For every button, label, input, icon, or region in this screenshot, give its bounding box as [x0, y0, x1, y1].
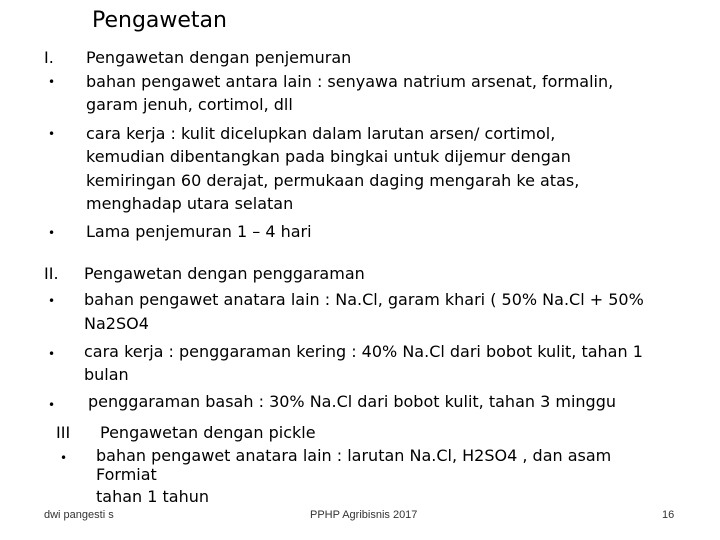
section-marker: III [56, 423, 71, 442]
list-item-line: bahan pengawet anatara lain : Na.Cl, garam khari ( 50% Na.Cl + 50% [84, 290, 644, 309]
list-item-line: Na2SO4 [84, 314, 149, 333]
list-item-line: garam jenuh, cortimol, dll [86, 95, 293, 114]
list-item-line: bulan [84, 365, 129, 384]
bullet-icon: • [60, 451, 68, 465]
bullet-icon: • [48, 226, 56, 240]
section-heading: Pengawetan dengan penjemuran [86, 48, 352, 67]
list-item-line: tahan 1 tahun [96, 487, 210, 506]
slide-title: Pengawetan [92, 8, 227, 33]
list-item-line: menghadap utara selatan [86, 194, 294, 213]
section-marker: I. [44, 48, 54, 67]
section-heading: Pengawetan dengan penggaraman [84, 264, 365, 283]
list-item-line: penggaraman basah : 30% Na.Cl dari bobot kulit, tahan 3 minggu [88, 392, 616, 411]
list-item-line: bahan pengawet antara lain : senyawa natrium arsenat, formalin, [86, 72, 614, 91]
list-item-line: Lama penjemuran 1 – 4 hari [86, 222, 312, 241]
list-item-line: cara kerja : penggaraman kering : 40% Na.Cl dari bobot kulit, tahan 1 [84, 342, 643, 361]
list-item-line: kemudian dibentangkan pada bingkai untuk dijemur dengan [86, 147, 571, 166]
bullet-icon: • [48, 75, 56, 89]
footer-page-number: 16 [662, 509, 675, 521]
bullet-icon: • [48, 127, 56, 141]
list-item-line: kemiringan 60 derajat, permukaan daging mengarah ke atas, [86, 171, 580, 190]
footer-author: dwi pangesti s [44, 509, 114, 521]
list-item-line: cara kerja : kulit dicelupkan dalam larutan arsen/ cortimol, [86, 124, 556, 143]
footer-course: PPHP Agribisnis 2017 [310, 509, 418, 521]
section-heading: Pengawetan dengan pickle [100, 423, 316, 442]
section-marker: II. [44, 264, 59, 283]
bullet-icon: • [48, 347, 56, 361]
bullet-icon: • [48, 294, 56, 308]
bullet-icon: • [48, 398, 56, 412]
list-item-line: bahan pengawet anatara lain : larutan Na.Cl, H2SO4 , dan asam [96, 446, 612, 465]
list-item-line: Formiat [96, 465, 157, 484]
